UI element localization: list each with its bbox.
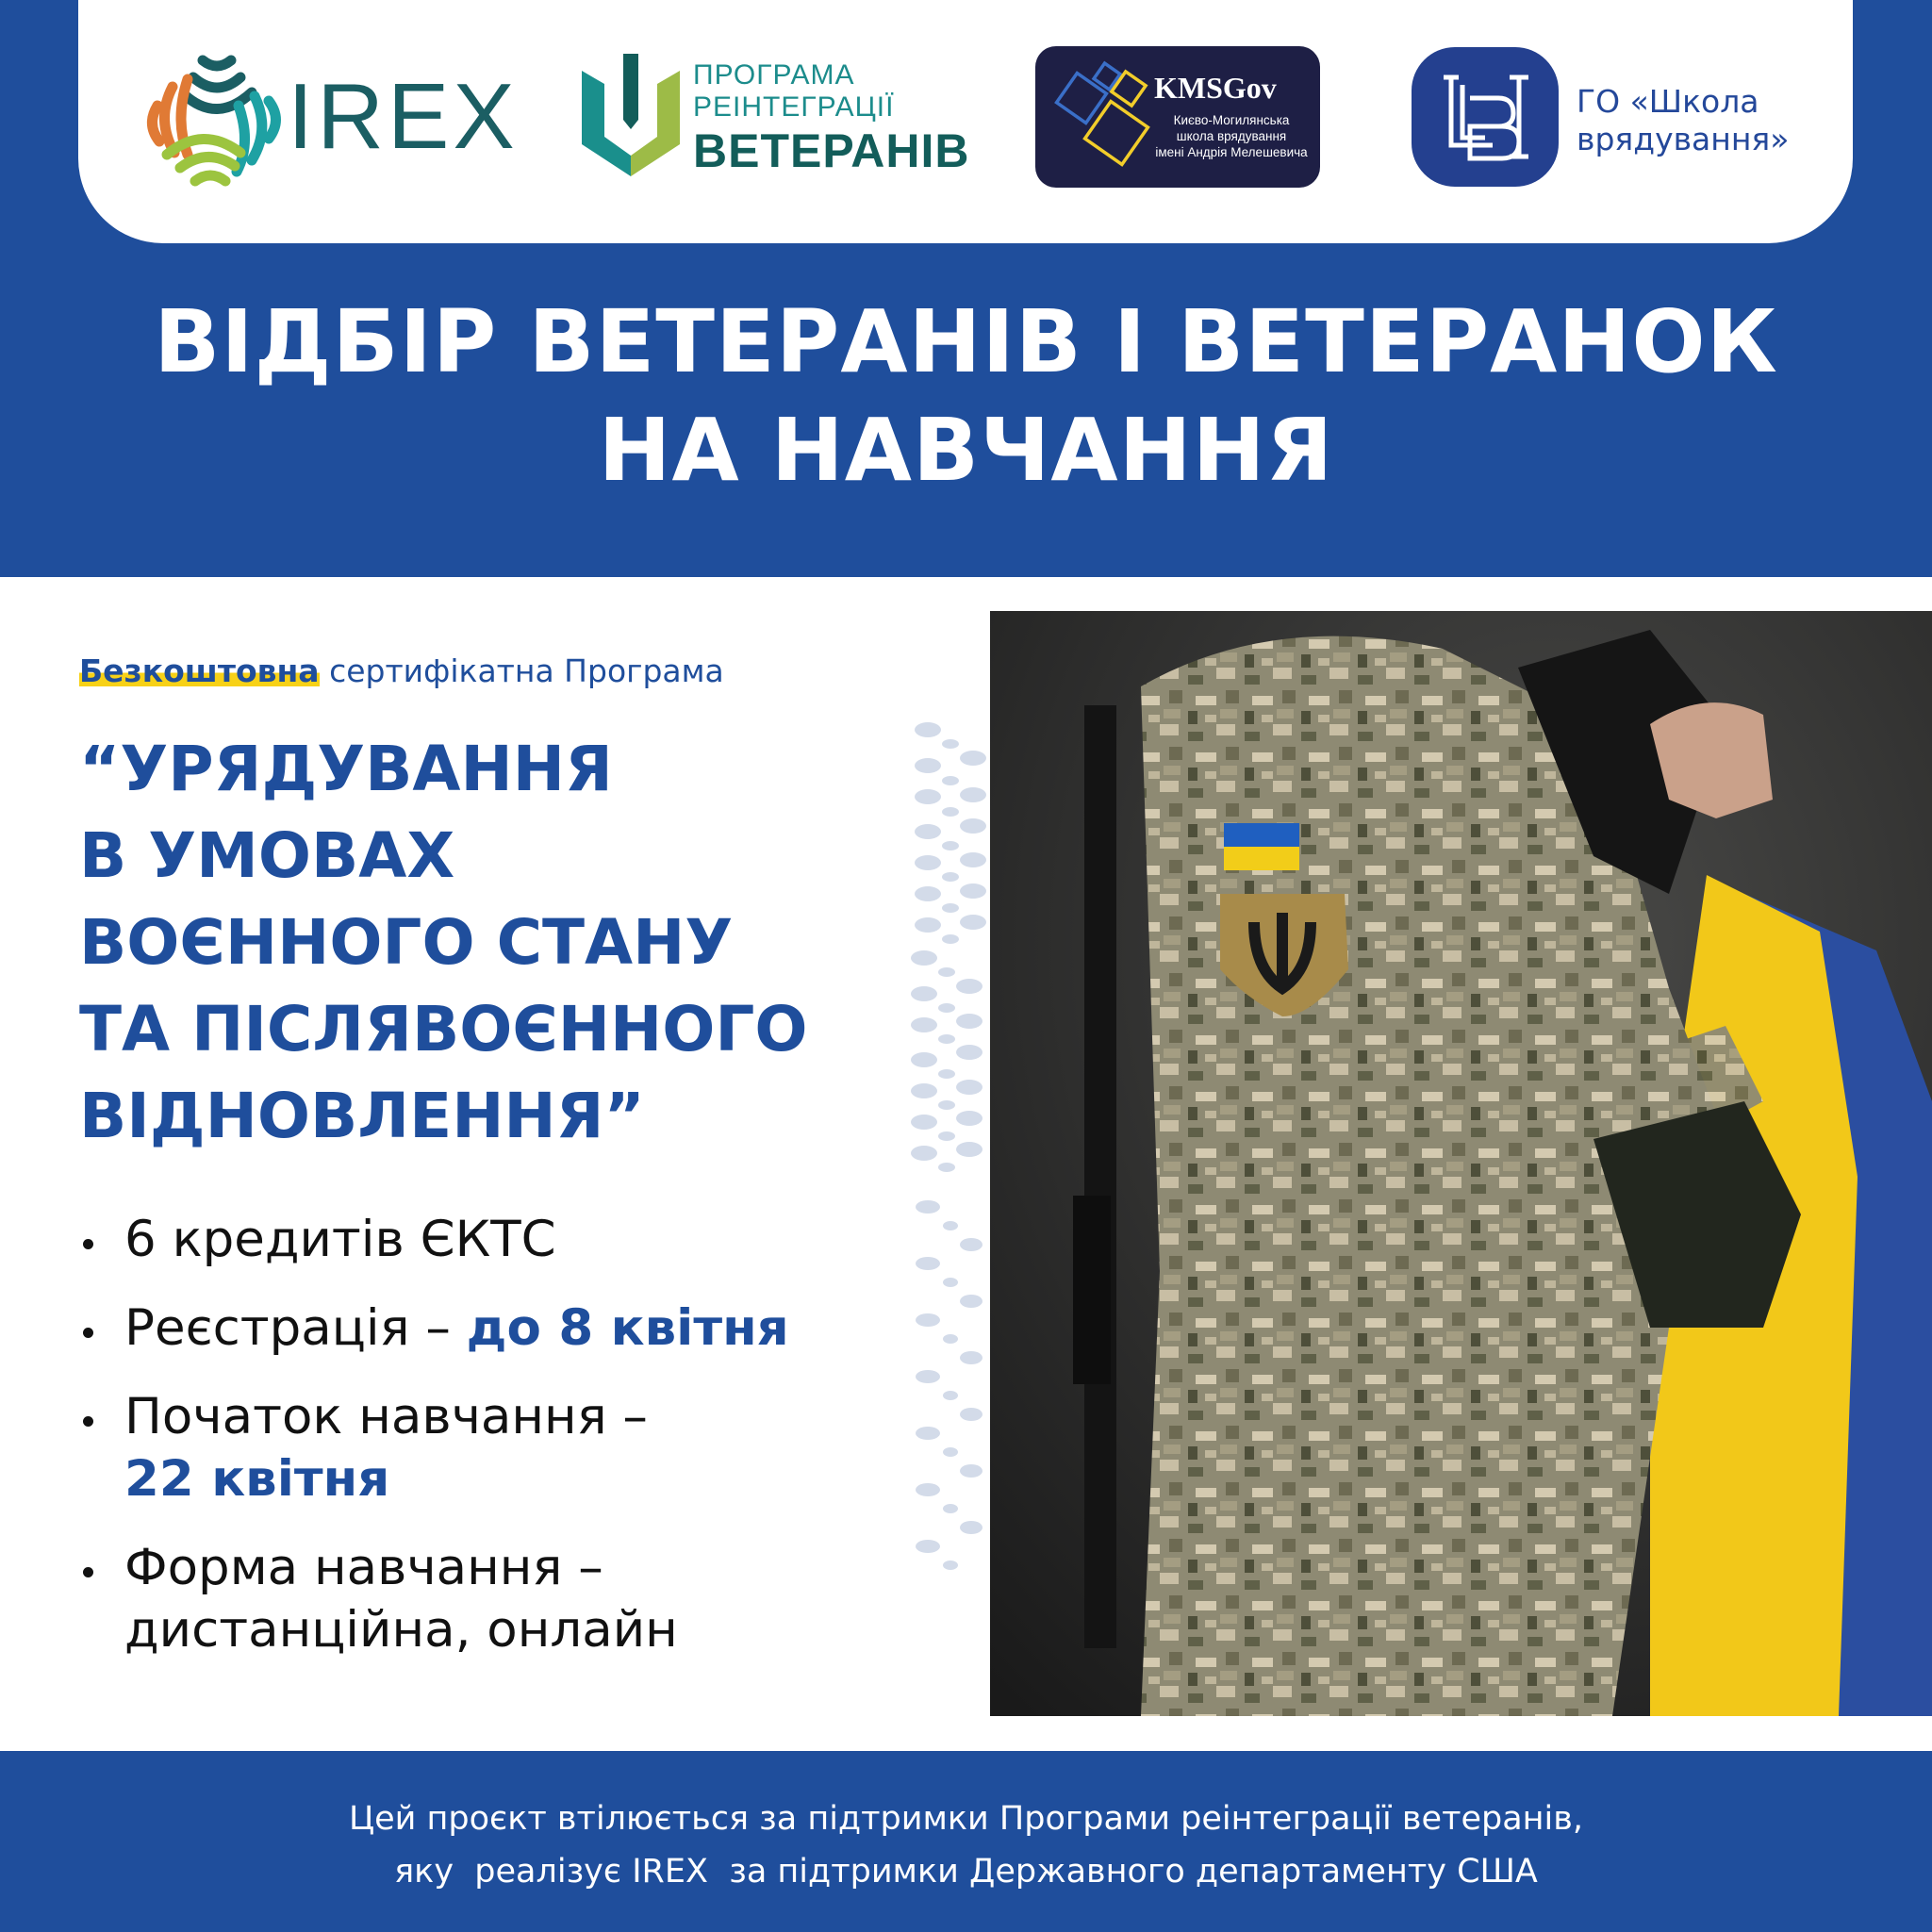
detail-credits: 6 кредитів ЄКТС	[79, 1209, 789, 1271]
school-logo-line2: врядування»	[1577, 121, 1790, 157]
veterans-program-line1: ПРОГРАМА	[693, 59, 855, 91]
veterans-program-logo	[580, 52, 976, 184]
registration-deadline: до 8 квітня	[466, 1299, 789, 1357]
format-value: дистанційна, онлайн	[124, 1601, 678, 1659]
school-logo-line1: ГО «Школа	[1577, 83, 1759, 120]
program-name-line: “УРЯДУВАННЯ	[79, 733, 613, 805]
veterans-program-line2: РЕІНТЕГРАЦІЇ	[693, 91, 895, 123]
irex-logo	[146, 49, 519, 190]
program-name-line: ТА ПІСЛЯВОЄННОГО	[79, 993, 808, 1065]
footer-line1: Цей проєкт втілюється за підтримки Програми реінтеграції ветеранів,	[348, 1800, 1584, 1838]
shv-monogram-icon	[1412, 47, 1559, 187]
footer-line2: яку реалізує IREX за підтримки Державного департаменту США	[394, 1853, 1538, 1891]
program-name-line: В УМОВАХ	[79, 819, 455, 892]
detail-format: Форма навчання – дистанційна, онлайн	[79, 1537, 789, 1661]
kmsgov-sub-line1: Києво-Могилянська	[1173, 113, 1290, 127]
irex-wordmark: IREX	[288, 64, 519, 168]
squares-icon	[1045, 52, 1158, 184]
program-name	[79, 726, 808, 1160]
start-date: 22 квітня	[124, 1450, 390, 1508]
shield-u-icon	[582, 54, 681, 176]
subtitle-rest: сертифікатна Програма	[319, 652, 724, 689]
soldier-photo-illustration	[990, 611, 1932, 1716]
soldier-photo	[990, 611, 1932, 1716]
detail-start: Початок навчання – 22 квітня	[79, 1386, 789, 1511]
program-subtitle	[79, 651, 724, 692]
kmsgov-sub-line3: імені Андрія Мелешевича	[1155, 145, 1308, 159]
school-logo-text	[1577, 83, 1789, 158]
detail-registration: Реєстрація – до 8 квітня	[79, 1297, 789, 1360]
decorative-dots-icon	[905, 717, 999, 1603]
page-title-line2: НА НАВЧАННЯ	[598, 400, 1334, 501]
program-name-line: ВОЄННОГО СТАНУ	[79, 906, 734, 979]
kmsgov-title: KMSGov	[1154, 71, 1277, 105]
page-title	[0, 288, 1932, 504]
kmsgov-sub-line2: школа врядування	[1176, 129, 1287, 143]
irex-arcs-icon	[146, 49, 288, 190]
page-title-line1: ВІДБІР ВЕТЕРАНІВ І ВЕТЕРАНОК	[154, 291, 1778, 392]
program-name-line: ВІДНОВЛЕННЯ”	[79, 1080, 645, 1152]
details-list	[79, 1209, 789, 1688]
free-label: Безкоштовна	[79, 652, 320, 689]
footer-text	[0, 1792, 1932, 1898]
footer-band	[0, 1751, 1932, 1932]
veterans-program-line3: ВЕТЕРАНІВ	[693, 124, 970, 177]
school-logo-badge	[1412, 47, 1559, 187]
kmsgov-logo	[1035, 46, 1320, 188]
